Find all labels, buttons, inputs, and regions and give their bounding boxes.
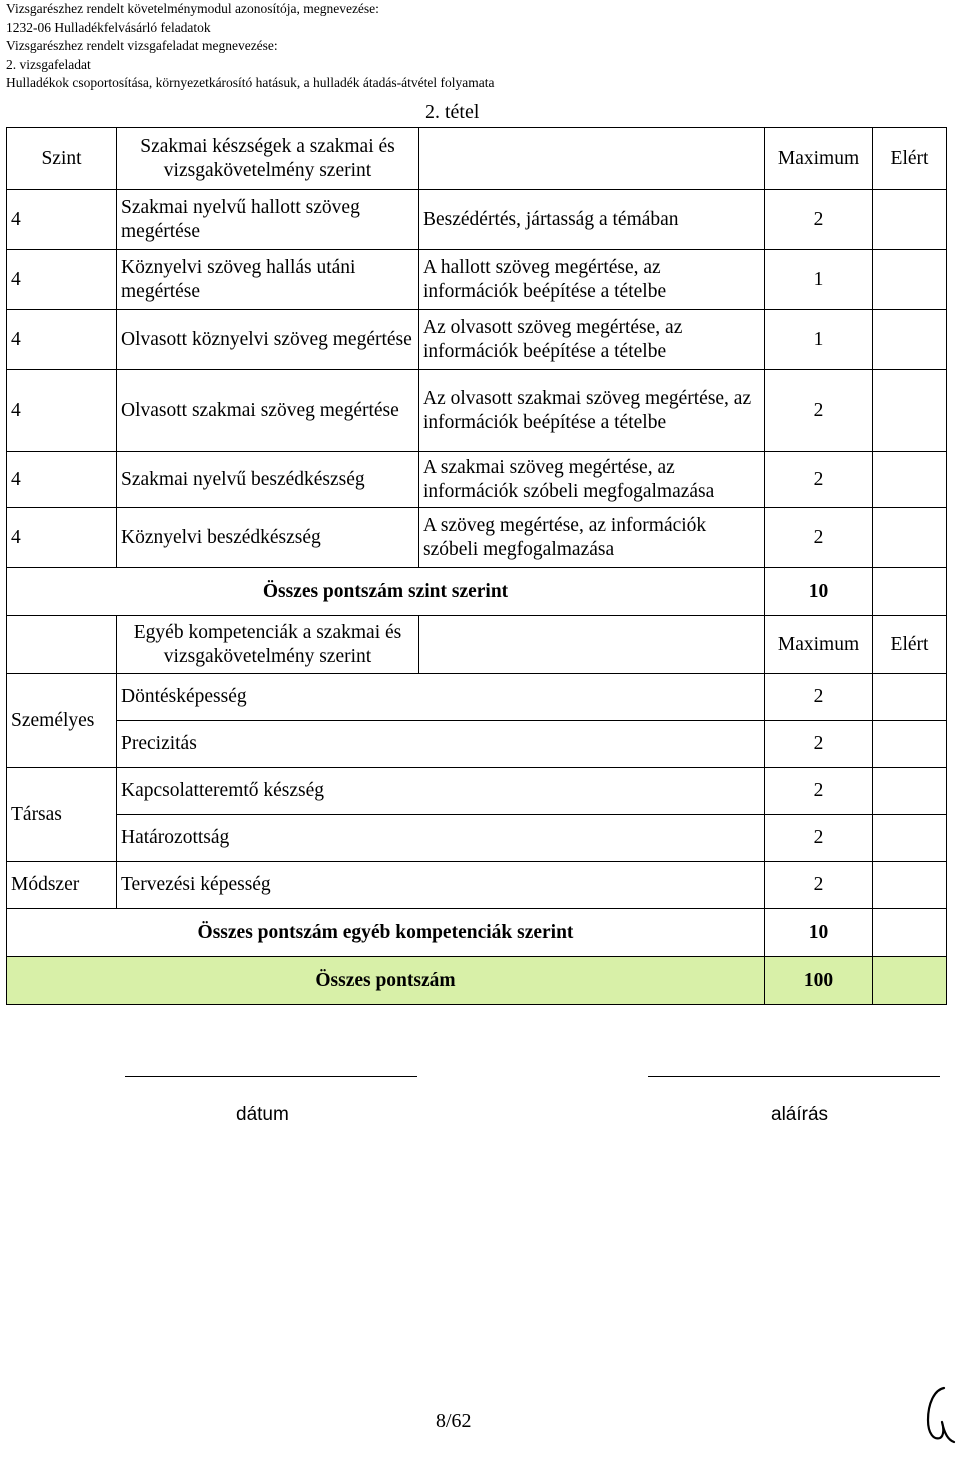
total-all-label: Összes pontszám (7, 957, 765, 1005)
evaluation-table (6, 127, 947, 1005)
skills-header-row (7, 128, 947, 190)
skill-max: 2 (765, 190, 873, 250)
group-modszer: Módszer (7, 862, 117, 909)
total-all-achieved[interactable] (873, 957, 947, 1005)
date-line[interactable] (125, 1076, 417, 1077)
elert-header: Elért (873, 128, 947, 190)
total-all-row (7, 957, 947, 1005)
skill-level: 4 (7, 370, 117, 452)
handwritten-mark-icon (920, 1382, 956, 1446)
competency-achieved[interactable] (873, 862, 947, 909)
skill-max: 1 (765, 250, 873, 310)
skill-achieved[interactable] (873, 250, 947, 310)
other-header-row (7, 616, 947, 674)
skill-achieved[interactable] (873, 310, 947, 370)
szint-header: Szint (7, 128, 117, 190)
maximum-header: Maximum (765, 128, 873, 190)
skill-achieved[interactable] (873, 190, 947, 250)
total-other-achieved[interactable] (873, 909, 947, 957)
skill-row (7, 190, 947, 250)
competency-label: Precizitás (117, 721, 765, 768)
competency-row (7, 721, 947, 768)
total-level-label: Összes pontszám szint szerint (7, 568, 765, 616)
skill-row (7, 310, 947, 370)
blank-header (419, 616, 765, 674)
skill-name: Köznyelvi beszédkészség (117, 508, 419, 568)
tetel-title: 2. tétel (425, 101, 480, 123)
skill-name: Szakmai nyelvű beszédkészség (117, 452, 419, 508)
skill-task: A szöveg megértése, az információk szóbeli megfogalmazása (419, 508, 765, 568)
skill-name: Szakmai nyelvű hallott szöveg megértése (117, 190, 419, 250)
group-szemelyes: Személyes (7, 674, 117, 768)
competency-max: 2 (765, 674, 873, 721)
skill-name: Olvasott köznyelvi szöveg megértése (117, 310, 419, 370)
skill-task: A hallott szöveg megértése, az információk beépítése a tételbe (419, 250, 765, 310)
skill-task: A szakmai szöveg megértése, az információk szóbeli megfogalmazása (419, 452, 765, 508)
signature-label: aláírás (771, 1104, 829, 1125)
competency-label: Döntésképesség (117, 674, 765, 721)
competency-label: Kapcsolatteremtő készség (117, 768, 765, 815)
total-other-row (7, 909, 947, 957)
competency-max: 2 (765, 768, 873, 815)
total-level-row (7, 568, 947, 616)
skill-row (7, 250, 947, 310)
skill-task: Az olvasott szöveg megértése, az információk beépítése a tételbe (419, 310, 765, 370)
competency-max: 2 (765, 862, 873, 909)
signature-line[interactable] (648, 1076, 940, 1077)
skill-level: 4 (7, 452, 117, 508)
skill-level: 4 (7, 250, 117, 310)
other-header: Egyéb kompetenciák a szakmai és vizsgakövetelmény szerint (117, 616, 419, 674)
blank-header (419, 128, 765, 190)
competency-label: Határozottság (117, 815, 765, 862)
skill-max: 2 (765, 370, 873, 452)
blank-header (7, 616, 117, 674)
competency-row (7, 815, 947, 862)
competency-max: 2 (765, 815, 873, 862)
skill-level: 4 (7, 190, 117, 250)
header-line: 1232-06 Hulladékfelvásárló feladatok (6, 19, 211, 35)
page-number: 8/62 (436, 1410, 472, 1432)
date-label: dátum (236, 1104, 289, 1125)
maximum-header: Maximum (765, 616, 873, 674)
header-line: Hulladékok csoportosítása, környezetkárosító hatásuk, a hulladék átadás-átvétel folyamata (6, 75, 495, 90)
skill-max: 2 (765, 452, 873, 508)
skill-achieved[interactable] (873, 508, 947, 568)
skill-achieved[interactable] (873, 370, 947, 452)
total-all-value: 100 (765, 957, 873, 1005)
skill-task: Az olvasott szakmai szöveg megértése, az információk beépítése a tételbe (419, 370, 765, 452)
competency-achieved[interactable] (873, 768, 947, 815)
header-line: 2. vizsgafeladat (6, 56, 91, 72)
skills-header: Szakmai készségek a szakmai és vizsgakövetelmény szerint (117, 128, 419, 190)
competency-max: 2 (765, 721, 873, 768)
header-line: Vizsgarészhez rendelt követelménymodul azonosítója, megnevezése: (6, 1, 379, 16)
skill-row (7, 370, 947, 452)
skill-achieved[interactable] (873, 452, 947, 508)
skill-task: Beszédértés, jártasság a témában (419, 190, 765, 250)
competency-row (7, 862, 947, 909)
elert-header: Elért (873, 616, 947, 674)
skill-row (7, 452, 947, 508)
competency-row (7, 674, 947, 721)
skill-level: 4 (7, 508, 117, 568)
competency-achieved[interactable] (873, 721, 947, 768)
total-level-value: 10 (765, 568, 873, 616)
skill-name: Olvasott szakmai szöveg megértése (117, 370, 419, 452)
skill-max: 1 (765, 310, 873, 370)
total-other-label: Összes pontszám egyéb kompetenciák szerint (7, 909, 765, 957)
competency-label: Tervezési képesség (117, 862, 765, 909)
competency-achieved[interactable] (873, 815, 947, 862)
document-header (6, 0, 494, 93)
competency-row (7, 768, 947, 815)
skill-row (7, 508, 947, 568)
skill-level: 4 (7, 310, 117, 370)
header-line: Vizsgarészhez rendelt vizsgafeladat megnevezése: (6, 38, 278, 53)
skill-name: Köznyelvi szöveg hallás utáni megértése (117, 250, 419, 310)
total-other-value: 10 (765, 909, 873, 957)
skill-max: 2 (765, 508, 873, 568)
competency-achieved[interactable] (873, 674, 947, 721)
total-level-achieved[interactable] (873, 568, 947, 616)
group-tarsas: Társas (7, 768, 117, 862)
